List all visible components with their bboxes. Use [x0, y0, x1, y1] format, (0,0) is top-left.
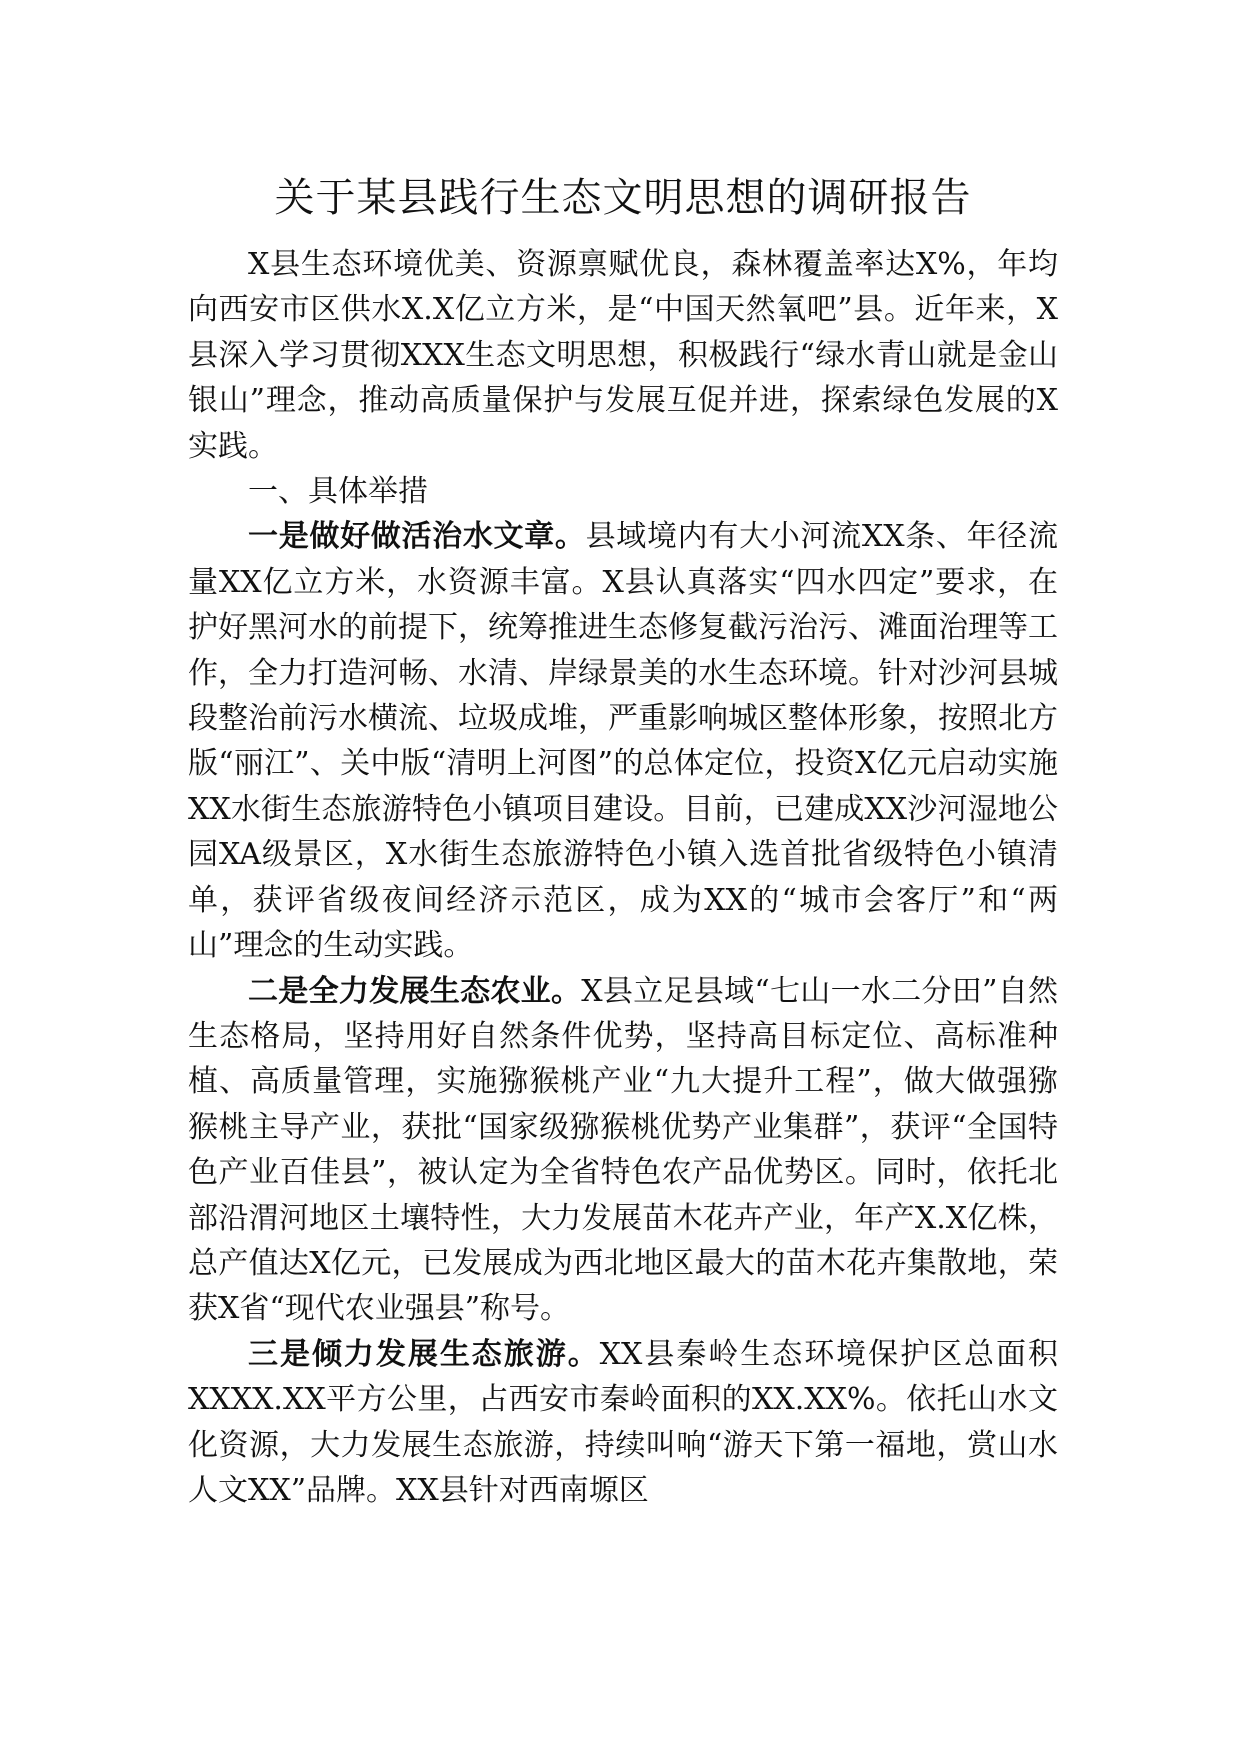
- section-heading: 一、具体举措: [248, 474, 428, 510]
- paragraph-lead: 一是做好做活治水文章。: [248, 519, 586, 555]
- body-paragraph-2: [188, 969, 1058, 1332]
- document-title: 关于某县践行生态文明思想的调研报告: [274, 175, 972, 221]
- body-paragraph-3: [188, 1332, 1058, 1514]
- paragraph-text: 县域境内有大小河流XX条、年径流量XX亿立方米，水资源丰富。X县认真落实“四水四定”要求，在护好黑河水的前提下，统筹推进生态修复截污治污、滩面治理等工作，全力打造河畅、水清、岸绿景美的水生态环境。针对沙河县城段整治前污水横流、垃圾成堆，严重影响城区整体形象，按照北方版“丽江”、关中版“清明上河图”的总体定位，投资X亿元启动实施XX水街生态旅游特色小镇项目建设。目前，已建成XX沙河湿地公园XA级景区，X水街生态旅游特色小镇入选首批省级特色小镇清单，获评省级夜间经济示范区，成为XX的“城市会客厅”和“两山”理念的生动实践。: [188, 519, 1059, 964]
- paragraph-lead: 三是倾力发展生态旅游。: [248, 1336, 600, 1372]
- paragraph-text: XX县秦岭生态环境保护区总面积XXXX.XX平方公里，占西安市秦岭面积的XX.XX%。依托山水文化资源，大力发展生态旅游，持续叫响“游天下第一福地，赏山水人文XX”品牌。XX县针对西南塬区: [188, 1336, 1058, 1508]
- body-paragraph-1: [188, 514, 1058, 968]
- intro-paragraph: X县生态环境优美、资源禀赋优良，森林覆盖率达X%，年均向西安市区供水X.X亿立方米，是“中国天然氧吧”县。近年来，X县深入学习贯彻XXX生态文明思想，积极践行“绿水青山就是金山银山”理念，推动高质量保护与发展互促并进，探索绿色发展的X实践。: [188, 247, 1058, 464]
- document-page: [188, 168, 1058, 1513]
- paragraph-text: X县立足县域“七山一水二分田”自然生态格局，坚持用好自然条件优势，坚持高目标定位、高标准种植、高质量管理，实施猕猴桃产业“九大提升工程”，做大做强猕猴桃主导产业，获批“国家级猕猴桃优势产业集群”，获评“全国特色产业百佳县”，被认定为全省特色农产品优势区。同时，依托北部沿渭河地区土壤特性，大力发展苗木花卉产业，年产X.X亿株，总产值达X亿元，已发展成为西北地区最大的苗木花卉集散地，荣获X省“现代农业强县”称号。: [188, 973, 1059, 1327]
- paragraph-lead: 二是全力发展生态农业。: [248, 973, 582, 1009]
